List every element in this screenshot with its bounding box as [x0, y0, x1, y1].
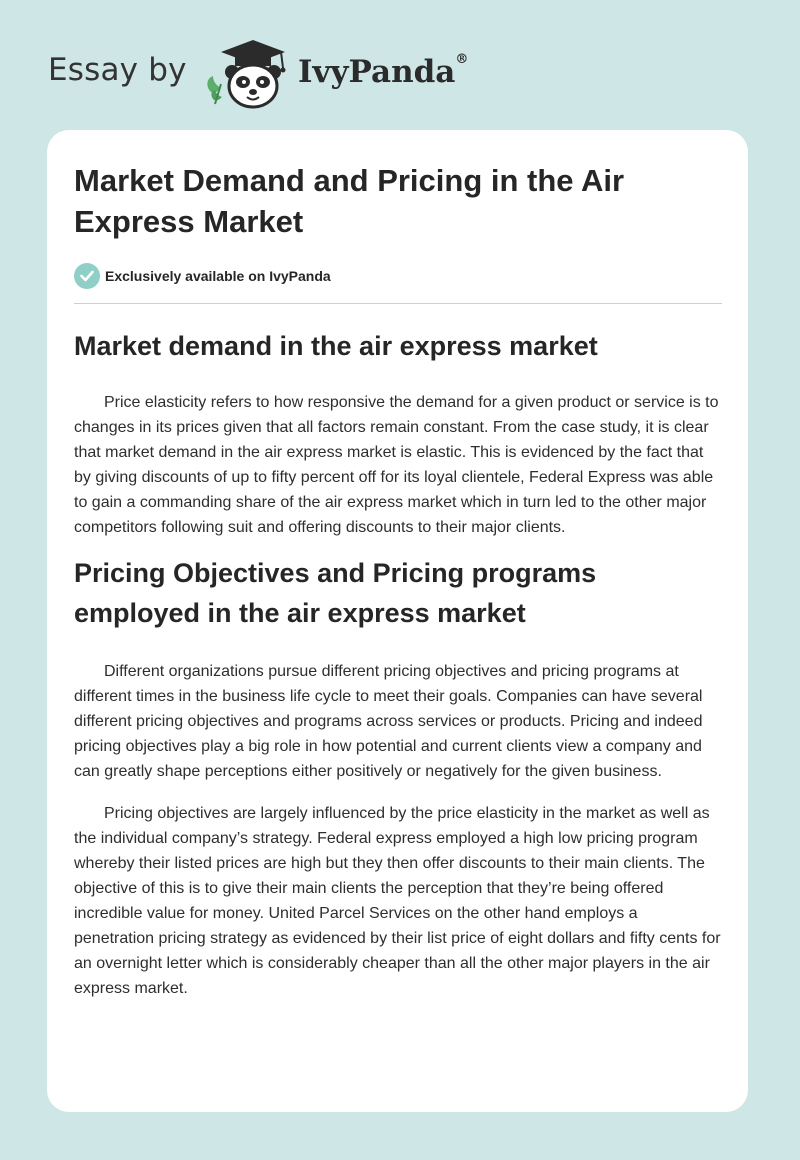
section-heading-pricing-objectives: Pricing Objectives and Pricing programs employed in the air express market: [74, 558, 597, 628]
essay-content: [74, 160, 722, 1001]
checkmark-circle-icon: [74, 263, 100, 289]
essay-by-label: Essay by: [48, 52, 187, 88]
ivy-leaf-icon: [207, 76, 222, 104]
paragraph: Pricing objectives are largely influenced by the price elasticity in the market as well as the individual company’s strategy. Federal express employed a high low pricing program whereby their listed prices are high but they then offer discounts to their main clients. The objective of this is to give their main clients the perception that they’re being offered incredible value for money. United Parcel Services on the other hand employs a penetration pricing strategy as evidenced by their list price of eight dollars and fifty cents for an overnight letter which is considerably cheaper than all the other major players in the air express market.: [74, 805, 721, 997]
registered-mark: ®: [455, 52, 469, 67]
brand-name[interactable]: IvyPanda®: [298, 52, 469, 90]
badge-text: Exclusively available on IvyPanda: [105, 268, 331, 284]
paragraph: Price elasticity refers to how responsive the demand for a given product or service is to changes in its prices given that all factors remain constant. From the case study, it is clear that market demand in the air express market is elastic. This is evidenced by the fact that by giving discounts of up to fifty percent off for its loyal clientele, Federal Express was able to gain a commanding share of the air express market which in turn led to the other major competitors following suit and offering discounts to their major clients.: [74, 394, 719, 536]
essay-title: Market Demand and Pricing in the Air Express Market: [74, 163, 625, 239]
section-heading-market-demand: Market demand in the air express market: [74, 331, 598, 361]
essay-card: [47, 130, 748, 1112]
site-header: [48, 34, 748, 114]
exclusive-badge: [74, 263, 722, 289]
panda-graduate-icon[interactable]: [201, 34, 293, 110]
title-divider: [74, 303, 722, 304]
paragraph: Different organizations pursue different pricing objectives and pricing programs at different times in the business life cycle to meet their goals. Companies can have several different pricing objectives and programs across services or products. Pricing and indeed pricing objectives play a big role in how potential and current clients view a company and can greatly shape perceptions either positively or negatively for the given business.: [74, 663, 703, 780]
